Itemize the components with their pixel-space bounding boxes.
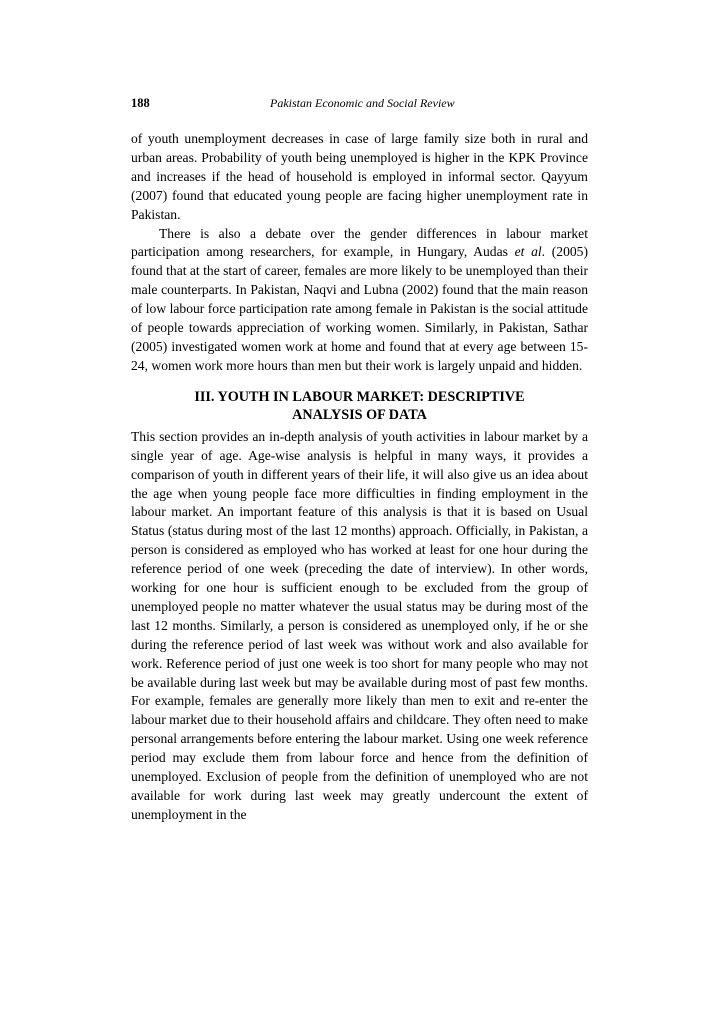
journal-title: Pakistan Economic and Social Review [270, 96, 455, 110]
section-heading-line: III. YOUTH IN LABOUR MARKET: DESCRIPTIVE [194, 388, 525, 405]
paragraph-gender-differences [131, 225, 588, 376]
body-text [131, 130, 588, 825]
paragraph-text-part: There is also a debate over the gender differences in labour market participation among researchers, for example, in Hungary, Audas [131, 225, 588, 260]
paragraph-text-part: . (2005) found that at the start of career, females are more likely to be unemployed than their male counterparts. In Pakistan, Naqvi and Lubna (2002) found that the main reason of low labour force participation rate among female in Pakistan is the social attitude of people towards appreciation of working women. Similarly, in Pakistan, Sathar (2005) investigated women work at home and found that at every age between 15-24, women work more hours than men but their work is largely unpaid and hidden. [131, 244, 588, 373]
page-number: 188 [131, 96, 150, 110]
paragraph-continuation: of youth unemployment decreases in case of large family size both in rural and urban areas. Probability of youth being unemployed is higher in the KPK Province and increases if the head of household is employed in informal sector. Qayyum (2007) found that educated young people are facing higher unemployment rate in Pakistan. [131, 131, 588, 222]
paragraph-section-intro: This section provides an in-depth analysis of youth activities in labour market by a single year of age. Age-wise analysis is helpful in many ways, it provides a comparison of youth in different years of their life, it will also give us an idea about the age when young people face more difficulties in finding employment in the labour market. An important feature of this analysis is that it is based on Usual Status (status during most of the last 12 months) approach. Officially, in Pakistan, a person is considered as employed who has worked at least for one hour during the reference period of one week (preceding the date of interview). In other words, working for one hour is sufficient enough to be excluded from the group of unemployed people no matter whatever the usual status may be during most of the last 12 months. Similarly, a person is considered as unemployed only, if he or she during the reference period of last week was without work and also available for work. Reference period of just one week is too short for many people who may not be available during last week but may be available during most of past few months. For example, females are generally more likely than men to exit and re-enter the labour market due to their household affairs and childcare. They often need to make personal arrangements before entering the labour market. Using one week reference period may exclude them from labour force and hence from the definition of unemployed. Exclusion of people from the definition of unemployed who are not available for work during last week may greatly undercount the extent of unemployment in the [131, 428, 588, 822]
running-head [131, 96, 588, 114]
section-heading-line: ANALYSIS OF DATA [292, 407, 427, 424]
document-page [131, 0, 588, 1030]
et-al-italic: et al [514, 244, 542, 260]
section-heading [131, 388, 588, 425]
